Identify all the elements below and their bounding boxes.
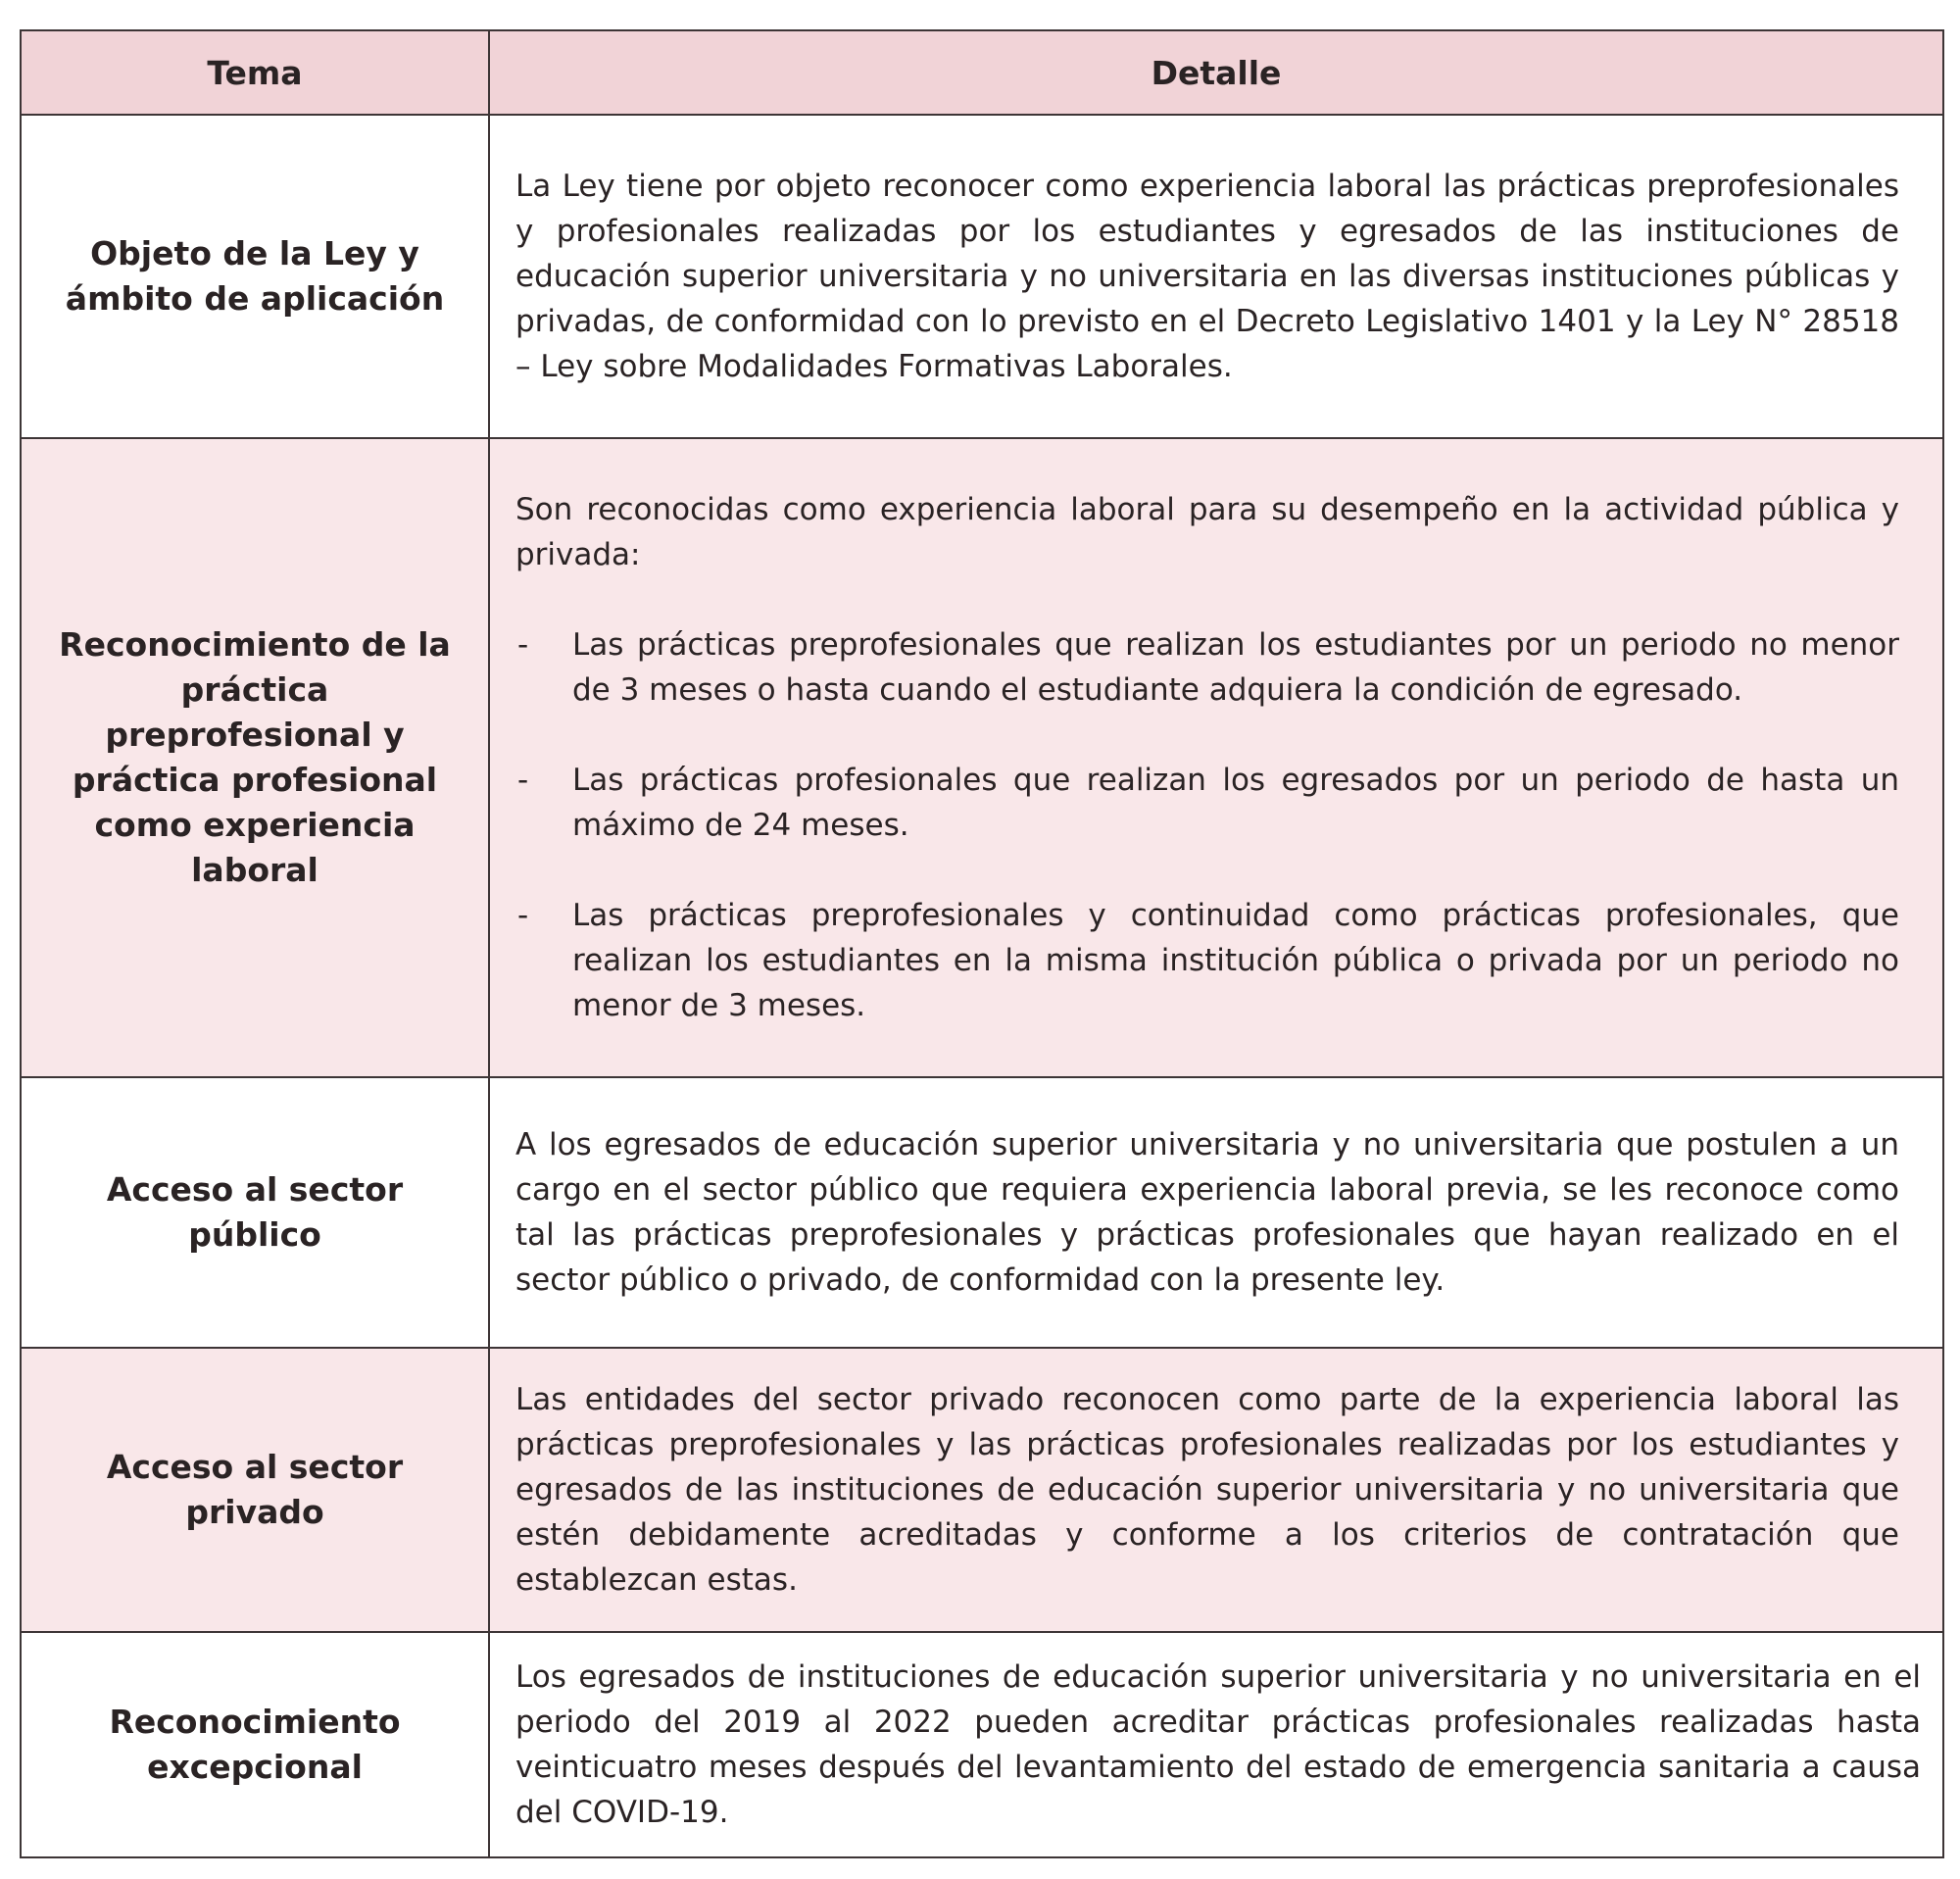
detalle-text: A los egresados de educación superior universitaria y no universitaria que postulen a un cargo en el sector público que requiera experiencia laboral previa, se les reconoce como tal las prácticas preprofesionales y prácticas profesionales que hayan realizado en el sector público o privado, de conformidad con la presente ley. xyxy=(515,1127,1899,1298)
tema-cell: Reconocimiento excepcional xyxy=(21,1632,489,1857)
tema-cell: Acceso al sector público xyxy=(21,1077,489,1348)
table-row xyxy=(21,115,1943,438)
dash-marker: - xyxy=(517,627,529,663)
detalle-cell xyxy=(489,1348,1943,1632)
list-item xyxy=(515,622,1899,713)
tema-cell: Acceso al sector privado xyxy=(21,1348,489,1632)
detalle-cell xyxy=(489,1077,1943,1348)
ley-summary-table xyxy=(20,29,1944,1858)
detalle-cell xyxy=(489,115,1943,438)
header-detalle: Detalle xyxy=(489,30,1943,115)
list-item-text: Las prácticas preprofesionales y continuidad como prácticas profesionales, que realizan los estudiantes en la misma institución pública o privada por un periodo no menor de 3 meses. xyxy=(572,898,1899,1023)
list-item-text: Las prácticas profesionales que realizan los egresados por un periodo de hasta un máximo de 24 meses. xyxy=(572,763,1899,843)
detalle-text: Los egresados de instituciones de educación superior universitaria y no universitaria en el periodo del 2019 al 2022 pueden acreditar prácticas profesionales realizadas hasta veinticuatro meses después del levantamiento del estado de emergencia sanitaria a causa del COVID-19. xyxy=(515,1659,1921,1830)
detalle-text: Las entidades del sector privado reconocen como parte de la experiencia laboral las prácticas preprofesionales y las prácticas profesionales realizadas por los estudiantes y egresados de las instituciones de educación superior universitaria y no universitaria que estén debidamente acreditadas y conforme a los criterios de contratación que establezcan estas. xyxy=(515,1382,1899,1598)
table-row xyxy=(21,1632,1943,1857)
table-row xyxy=(21,1077,1943,1348)
detalle-list xyxy=(515,622,1899,1028)
detalle-text: La Ley tiene por objeto reconocer como experiencia laboral las prácticas preprofesionales y profesionales realizadas por los estudiantes y egresados de las instituciones de educación superior universitaria y no universitaria en las diversas instituciones públicas y privadas, de conformidad con lo previsto en el Decreto Legislativo 1401 y la Ley N° 28518 – Ley sobre Modalidades Formativas Laborales. xyxy=(515,169,1899,384)
table-row xyxy=(21,438,1943,1077)
table-row xyxy=(21,1348,1943,1632)
detalle-cell xyxy=(489,438,1943,1077)
dash-marker: - xyxy=(517,763,529,798)
list-item-text: Las prácticas preprofesionales que realizan los estudiantes por un periodo no menor de 3 meses o hasta cuando el estudiante adquiera la condición de egresado. xyxy=(572,627,1899,708)
detalle-intro: Son reconocidas como experiencia laboral para su desempeño en la actividad pública y privada: xyxy=(515,492,1899,572)
tema-cell: Reconocimiento de la práctica preprofesional y práctica profesional como experiencia laboral xyxy=(21,438,489,1077)
list-item xyxy=(515,758,1899,848)
tema-cell: Objeto de la Ley y ámbito de aplicación xyxy=(21,115,489,438)
table-header-row xyxy=(21,30,1943,115)
header-tema: Tema xyxy=(21,30,489,115)
list-item xyxy=(515,893,1899,1028)
ley-table-container xyxy=(20,29,1942,1858)
detalle-cell xyxy=(489,1632,1943,1857)
dash-marker: - xyxy=(517,898,529,933)
